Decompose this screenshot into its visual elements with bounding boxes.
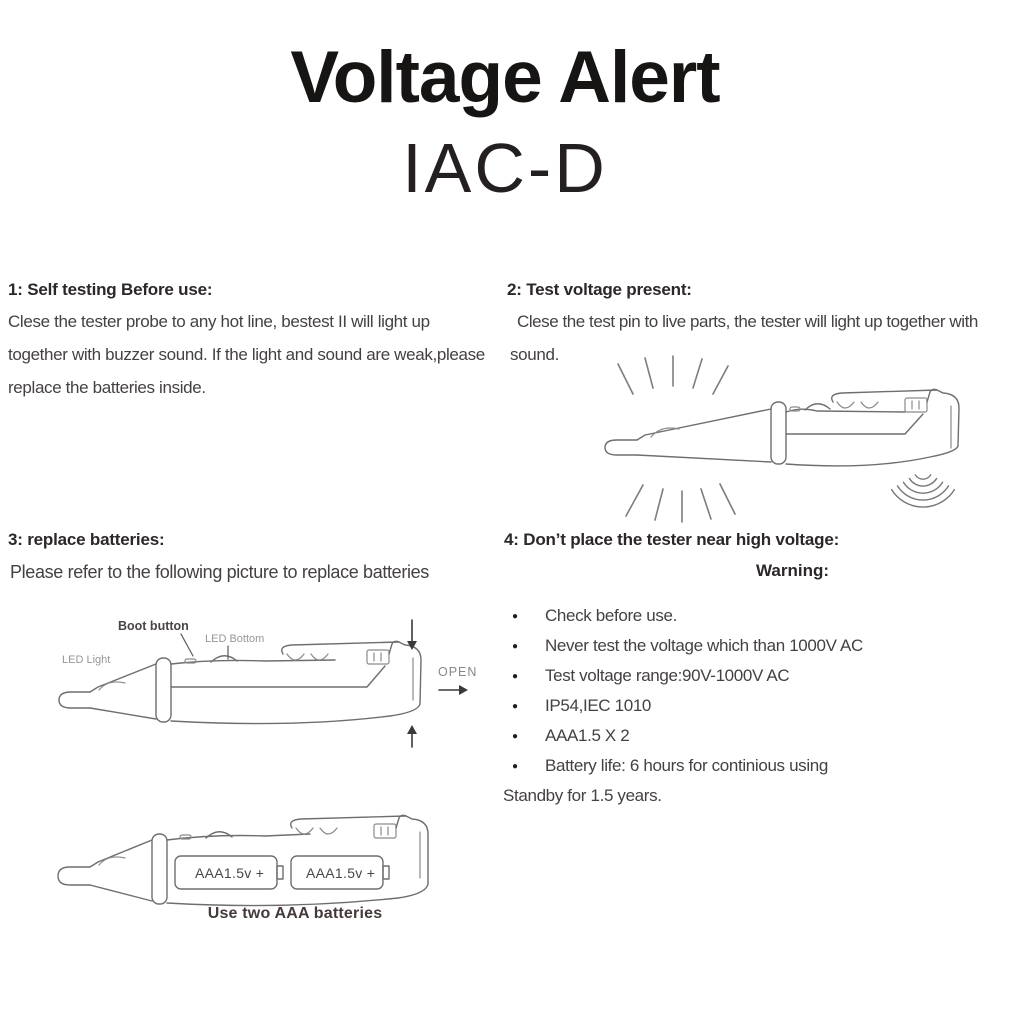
led-bottom-label: LED Bottom [205, 633, 265, 645]
battery-installed-diagram [20, 812, 460, 917]
warning-title: Warning: [756, 561, 830, 580]
warning-bullet-list [510, 601, 990, 781]
light-rays-bottom-icon [626, 484, 735, 522]
battery1-label: AAA1.5v + [195, 865, 265, 881]
warning-footer: Standby for 1.5 years. [503, 786, 662, 805]
bullet-icon: ● [512, 670, 519, 682]
bullet-icon: ● [512, 700, 519, 712]
sound-waves-icon [892, 475, 955, 507]
battery2-label: AAA1.5v + [306, 865, 376, 881]
section1-heading: 1: Self testing Before use: [8, 280, 213, 299]
voltage-tester-pen-open-sketch [58, 815, 428, 905]
section1-line2: together with buzzer sound. If the light and sound are weak,please [8, 345, 485, 364]
battery-open-diagram [35, 608, 480, 768]
open-label: OPEN [438, 665, 478, 679]
section3-body: Please refer to the following picture to replace batteries [10, 562, 429, 582]
light-rays-top-icon [618, 356, 728, 394]
section2-line2: sound. [510, 345, 559, 364]
list-item: ● Check before use. [512, 606, 678, 625]
section2-line1: Clese the test pin to live parts, the tester will light up together with [517, 312, 978, 331]
bullet-icon: ● [512, 640, 519, 652]
list-item: ● Test voltage range:90V-1000V AC [512, 666, 790, 685]
boot-button-label: Boot button [118, 619, 189, 633]
arrow-up-icon [407, 725, 417, 747]
section4-heading: 4: Don’t place the tester near high voltage: [504, 530, 840, 549]
list-item: ● Never test the voltage which than 1000V AC [512, 636, 863, 655]
tester-active-diagram [585, 350, 1010, 525]
bullet-icon: ● [512, 730, 519, 742]
bullet-icon: ● [512, 760, 519, 772]
voltage-tester-pen-sketch [59, 641, 421, 723]
section1-line1: Clese the tester probe to any hot line, bestest II will light up [8, 312, 430, 331]
boot-button-leader-line [181, 634, 193, 656]
section2-heading: 2: Test voltage present: [507, 280, 692, 299]
list-item: ● IP54,IEC 1010 [512, 696, 652, 715]
led-light-label: LED Light [62, 654, 111, 666]
page-title: Voltage Alert [290, 37, 720, 118]
list-item: ● AAA1.5 X 2 [512, 726, 630, 745]
voltage-tester-pen-sketch [605, 389, 959, 466]
section1-line3: replace the batteries inside. [8, 378, 206, 397]
section3-heading: 3: replace batteries: [8, 530, 165, 549]
battery-cell-2 [291, 856, 389, 889]
arrow-right-icon [439, 685, 468, 695]
battery-diagram-caption: Use two AAA batteries [207, 905, 383, 922]
bullet-icon: ● [512, 610, 519, 622]
battery-cell-1 [175, 856, 283, 889]
model-number: IAC-D [402, 129, 608, 207]
list-item: ● Battery life: 6 hours for continious using [512, 756, 828, 775]
